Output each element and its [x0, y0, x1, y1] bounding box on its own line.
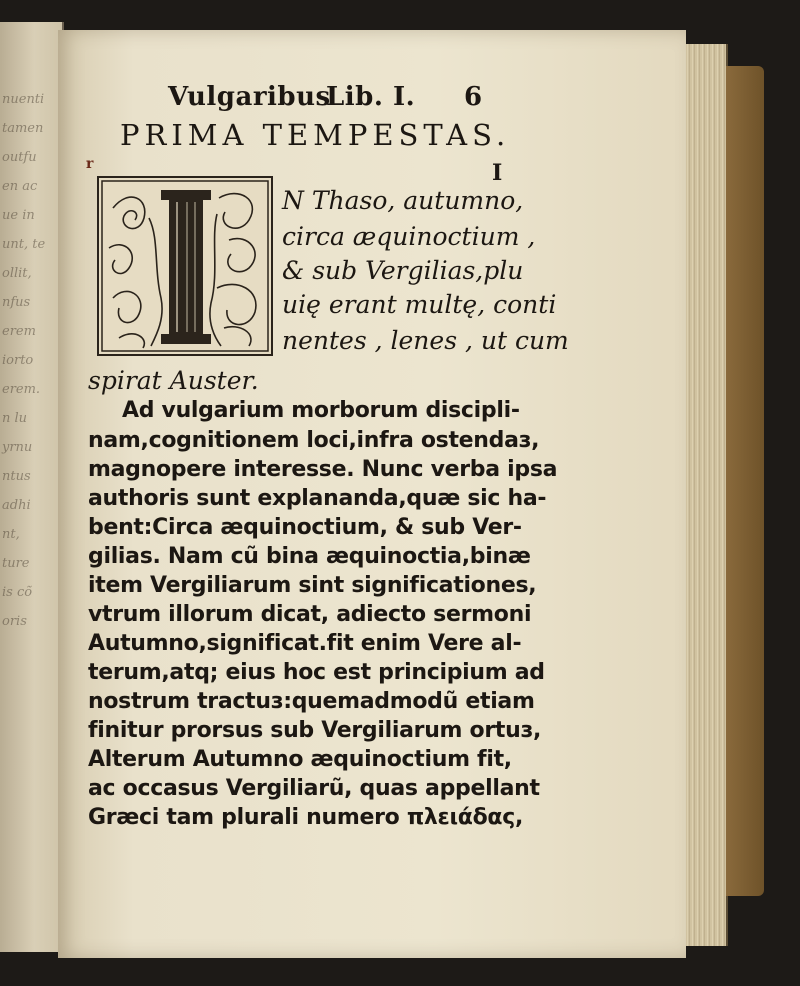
header-book: Lib. I. [326, 82, 416, 112]
left-page-fragment: nfus [2, 295, 31, 310]
left-page-fragment: outfu [2, 150, 37, 165]
left-page-fragment: ntus [2, 469, 31, 484]
left-page-fragment: n lu [2, 411, 28, 426]
body-line: nam,cognitionem loci,infra ostendaз, [88, 428, 540, 453]
left-page-fragment: nuenti [2, 92, 45, 107]
body-line: Alterum Autumno æquinoctium fit, [88, 747, 512, 772]
page-title: PRIMA TEMPESTAS. [120, 118, 511, 152]
intro-line-1: N Thaso, autumno, [282, 186, 524, 215]
intro-line-2: circa æquinoctium , [282, 222, 536, 251]
body-line: Ad vulgarium morborum discipli- [122, 398, 520, 423]
body-line: Autumno,significat.fit enim Vere al- [88, 631, 522, 656]
body-line: nostrum tractuз:quemadmodũ etiam [88, 689, 535, 714]
left-page-fragment: unt, te [2, 237, 46, 252]
left-page-fragment: is cõ [2, 585, 33, 600]
section-number: I [492, 160, 503, 186]
page-edges [686, 44, 728, 946]
body-line: terum,atq; eius hoc est principium ad [88, 660, 545, 685]
left-page-fragment: ollit, [2, 266, 32, 281]
left-page-fragment: adhi [2, 498, 31, 513]
intro-line-5: nentes , lenes , ut cum [282, 326, 569, 355]
intro-line-3: & sub Vergilias,plu [282, 256, 524, 285]
body-line: authoris sunt explananda,quæ sic ha- [88, 486, 547, 511]
body-line: Græci tam plurali numero πλειάδας, [88, 805, 524, 830]
intro-continuation: spirat Auster. [88, 366, 259, 395]
intro-line-4: uię erant multę, conti [282, 290, 557, 319]
body-line: ac occasus Vergiliarũ, quas appellant [88, 776, 540, 801]
decorated-initial [97, 176, 273, 356]
header-left: Vulgaribus [168, 82, 331, 112]
body-line: item Vergiliarum sint significationes, [88, 573, 537, 598]
left-page-fragment: ture [2, 556, 30, 571]
body-line: vtrum illorum dicat, adiecto sermoni [88, 602, 532, 627]
left-page-fragment: erem [2, 324, 36, 339]
page-number: 6 [464, 82, 483, 112]
book-cover [726, 66, 764, 896]
left-page-edge [0, 22, 64, 952]
left-page-fragment: oris [2, 614, 27, 629]
decorated-initial-art [99, 178, 271, 354]
body-line: gilias. Nam cũ bina æquinoctia,binæ [88, 544, 531, 569]
body-line: finitur prorsus sub Vergiliarum ortuз, [88, 718, 542, 743]
ornament-mark: r [86, 156, 94, 172]
left-page-fragment: erem. [2, 382, 41, 397]
left-page-fragment: iorto [2, 353, 34, 368]
body-line: magnopere interesse. Nunc verba ipsa [88, 457, 558, 482]
left-page-fragment: tamen [2, 121, 44, 136]
left-page-fragment: en ac [2, 179, 38, 194]
left-page-fragment: ue in [2, 208, 35, 223]
left-page-fragment: nt, [2, 527, 20, 542]
body-line: bent:Circa æquinoctium, & sub Ver- [88, 515, 522, 540]
left-page-fragment: yrnu [2, 440, 33, 455]
